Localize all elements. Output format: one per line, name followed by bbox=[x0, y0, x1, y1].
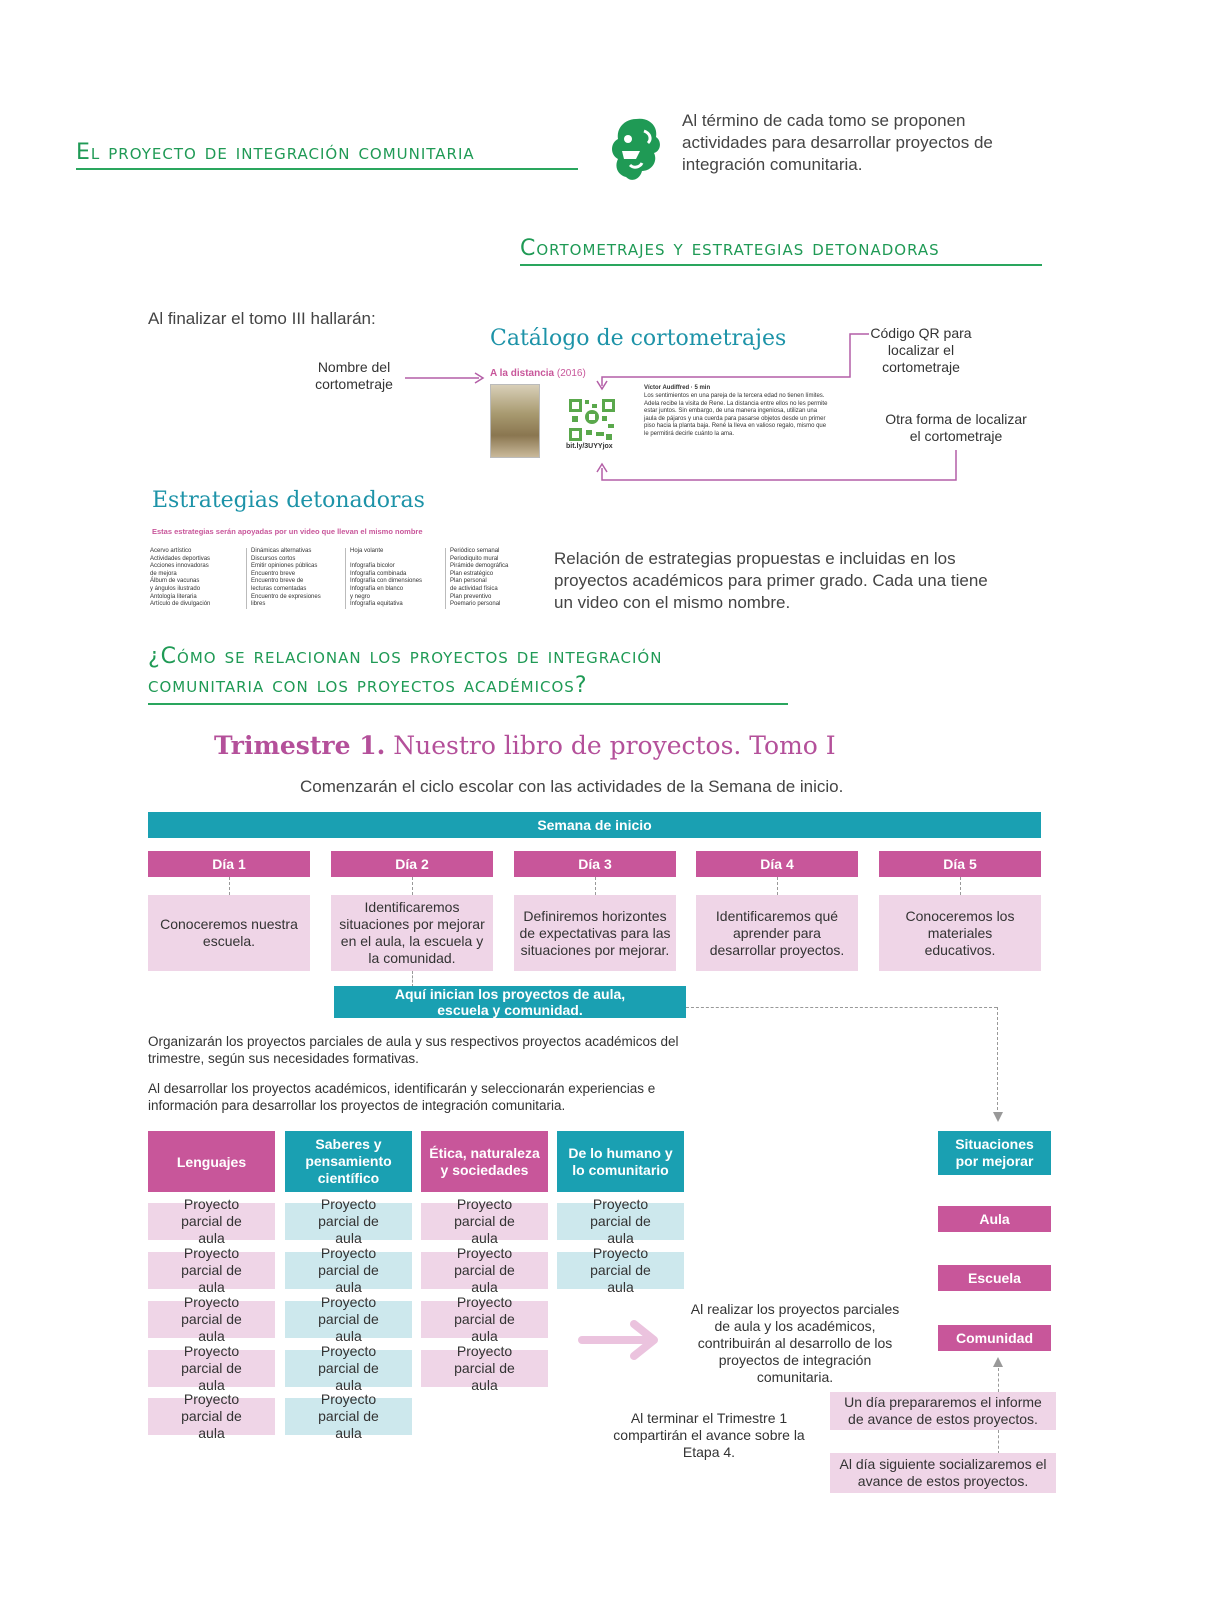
paragraph-desarrollar: Al desarrollar los proyectos académicos, identificarán y seleccionarán experiencias e información para desarrollar los proyectos de integración comunitaria. bbox=[148, 1081, 656, 1113]
situacion-aula: Aula bbox=[938, 1206, 1051, 1232]
label-codigo-qr: Código QR para localizar el cortometraje bbox=[870, 325, 972, 375]
film-link: bit.ly/3UYYjox bbox=[566, 443, 613, 450]
trimestre-title: Trimestre 1. Nuestro libro de proyectos. Tomo I bbox=[214, 731, 836, 760]
connector bbox=[229, 877, 230, 895]
connector bbox=[997, 1007, 998, 1115]
section-title-cortometrajes: Cortometrajes y estrategias detonadoras bbox=[520, 236, 1042, 266]
report-day-box: Un día prepararemos el informe de avance de estos proyectos. bbox=[830, 1392, 1056, 1430]
section-title-integracion: El proyecto de integración comunitaria bbox=[76, 140, 578, 170]
strategies-column-4: Periódico semanal Periodiquito mural Pirámide demográfica Plan estratégico Plan personal de actividad física Plan preventivo Poemario personal bbox=[445, 548, 540, 609]
catalog-title: Catálogo de cortometrajes bbox=[490, 326, 787, 351]
social-day-box: Al día siguiente socializaremos el avance de estos proyectos. bbox=[830, 1453, 1056, 1493]
connector bbox=[998, 1430, 999, 1454]
arrow-down-icon bbox=[991, 1110, 1005, 1124]
label-otra-forma: Otra forma de localizar el cortometraje bbox=[885, 411, 1027, 444]
connector bbox=[412, 971, 413, 987]
arrow-otra-forma bbox=[594, 448, 962, 484]
connector bbox=[412, 877, 413, 895]
qr-code bbox=[568, 398, 616, 442]
project-cell: Proyecto parcial de aula bbox=[557, 1203, 684, 1240]
project-cell: Proyecto parcial de aula bbox=[285, 1301, 412, 1338]
integracion-description: Al término de cada tomo se proponen actividades para desarrollar proyectos de integración comunitaria. bbox=[682, 111, 993, 174]
day-5-text: Conoceremos los materiales educativos. bbox=[879, 895, 1041, 971]
situacion-escuela: Escuela bbox=[938, 1265, 1051, 1291]
field-header-humano: De lo humano y lo comunitario bbox=[557, 1131, 684, 1192]
day-4-text: Identificaremos qué aprender para desarrollar proyectos. bbox=[696, 895, 858, 971]
end-trimestre-text: Al terminar el Trimestre 1 compartirán el avance sobre la Etapa 4. bbox=[613, 1410, 805, 1460]
arrow-right-icon bbox=[578, 1318, 660, 1362]
connector bbox=[686, 1007, 997, 1008]
day-2-header: Día 2 bbox=[331, 851, 493, 877]
project-cell: Proyecto parcial de aula bbox=[148, 1350, 275, 1387]
strategies-column-3: Hoja volante Infografía bicolor Infografía combinada Infografía con dimensiones Infografía en blanco y negro Infografía equitativa bbox=[345, 548, 446, 609]
day-3-text: Definiremos horizontes de expectativas para las situaciones por mejorar. bbox=[514, 895, 676, 971]
project-cell: Proyecto parcial de aula bbox=[557, 1252, 684, 1289]
film-poster bbox=[490, 384, 540, 458]
section-title-relacion: ¿Cómo se relacionan los proyectos de integración comunitaria con los proyectos académicos? bbox=[148, 642, 788, 705]
connector bbox=[595, 877, 596, 895]
day-5-header: Día 5 bbox=[879, 851, 1041, 877]
project-cell: Proyecto parcial de aula bbox=[285, 1398, 412, 1435]
day-1-header: Día 1 bbox=[148, 851, 310, 877]
arrow-nombre bbox=[405, 371, 485, 383]
project-cell: Proyecto parcial de aula bbox=[421, 1252, 548, 1289]
film-meta: Víctor Audiffred · 5 min bbox=[644, 385, 711, 391]
connector bbox=[960, 877, 961, 895]
project-cell: Proyecto parcial de aula bbox=[285, 1350, 412, 1387]
project-cell: Proyecto parcial de aula bbox=[148, 1301, 275, 1338]
situacion-comunidad: Comunidad bbox=[938, 1325, 1051, 1351]
project-cell: Proyecto parcial de aula bbox=[285, 1203, 412, 1240]
day-1-text: Conoceremos nuestra escuela. bbox=[148, 895, 310, 971]
day-3-header: Día 3 bbox=[514, 851, 676, 877]
connector bbox=[998, 1368, 999, 1392]
project-cell: Proyecto parcial de aula bbox=[421, 1301, 548, 1338]
strategies-column-2: Dinámicas alternativas Discursos cortos Emitir opiniones públicas Encuentro breve Encuentro breve de lecturas comentadas Encuentro de expresiones libres bbox=[246, 548, 343, 609]
project-cell: Proyecto parcial de aula bbox=[285, 1252, 412, 1289]
semana-inicio-bar: Semana de inicio bbox=[148, 812, 1041, 838]
contribution-text: Al realizar los proyectos parciales de aula y los académicos, contribuirán al desarrollo de los proyectos de integración comunitaria. bbox=[690, 1301, 900, 1385]
project-cell: Proyecto parcial de aula bbox=[421, 1203, 548, 1240]
day-4-header: Día 4 bbox=[696, 851, 858, 877]
label-nombre-cortometraje: Nombre del cortometraje bbox=[315, 359, 393, 392]
strategies-title: Estrategias detonadoras bbox=[152, 488, 425, 513]
arrow-up-icon bbox=[991, 1355, 1005, 1369]
quetzalcoatl-head-icon bbox=[606, 115, 664, 185]
situaciones-header: Situaciones por mejorar bbox=[938, 1131, 1051, 1175]
film-title: A la distancia (2016) bbox=[490, 368, 586, 379]
field-header-saberes: Saberes y pensamiento científico bbox=[285, 1131, 412, 1192]
project-cell: Proyecto parcial de aula bbox=[148, 1203, 275, 1240]
strategies-column-1: Acervo artístico Actividades deportivas Acciones innovadoras de mejora Álbum de vacunas y ángulos ilustrado Antología literaria Artículo de divulgación bbox=[150, 548, 211, 608]
paragraph-organizaran: Organizarán los proyectos parciales de aula y sus respectivos proyectos académicos del trimestre, según sus necesidades formativas. bbox=[148, 1034, 679, 1066]
cortometrajes-intro: Al finalizar el tomo III hallarán: bbox=[148, 309, 376, 328]
connector bbox=[777, 877, 778, 895]
project-cell: Proyecto parcial de aula bbox=[421, 1350, 548, 1387]
strategies-subtitle: Estas estrategias serán apoyadas por un video que llevan el mismo nombre bbox=[152, 527, 423, 536]
strategies-description: Relación de estrategias propuestas e incluidas en los proyectos académicos para primer grado. Cada una tiene un video con el mismo nombre. bbox=[554, 549, 988, 612]
field-header-etica: Ética, naturaleza y sociedades bbox=[421, 1131, 548, 1192]
start-projects-bar: Aquí inician los proyectos de aula, escuela y comunidad. bbox=[334, 986, 686, 1018]
project-cell: Proyecto parcial de aula bbox=[148, 1398, 275, 1435]
arrow-qr bbox=[594, 330, 869, 392]
trimestre-intro: Comenzarán el ciclo escolar con las actividades de la Semana de inicio. bbox=[300, 777, 844, 796]
project-cell: Proyecto parcial de aula bbox=[148, 1252, 275, 1289]
film-synopsis: Los sentimientos en una pareja de la tercera edad no tienen límites. Adela recibe la visita de Rene. La distancia entre ellos no les permite estar juntos. Sin embargo, de una manera ingeniosa, utilizan una jaula de pájaros y una cuerda para pasarse objetos desde un primer piso hacia la planta baja. René la lleva en valioso regalo, mismo que le permitirá decirle cuánto la ama. bbox=[644, 393, 828, 437]
day-2-text: Identificaremos situaciones por mejorar en el aula, la escuela y la comunidad. bbox=[331, 895, 493, 971]
field-header-lenguajes: Lenguajes bbox=[148, 1131, 275, 1192]
